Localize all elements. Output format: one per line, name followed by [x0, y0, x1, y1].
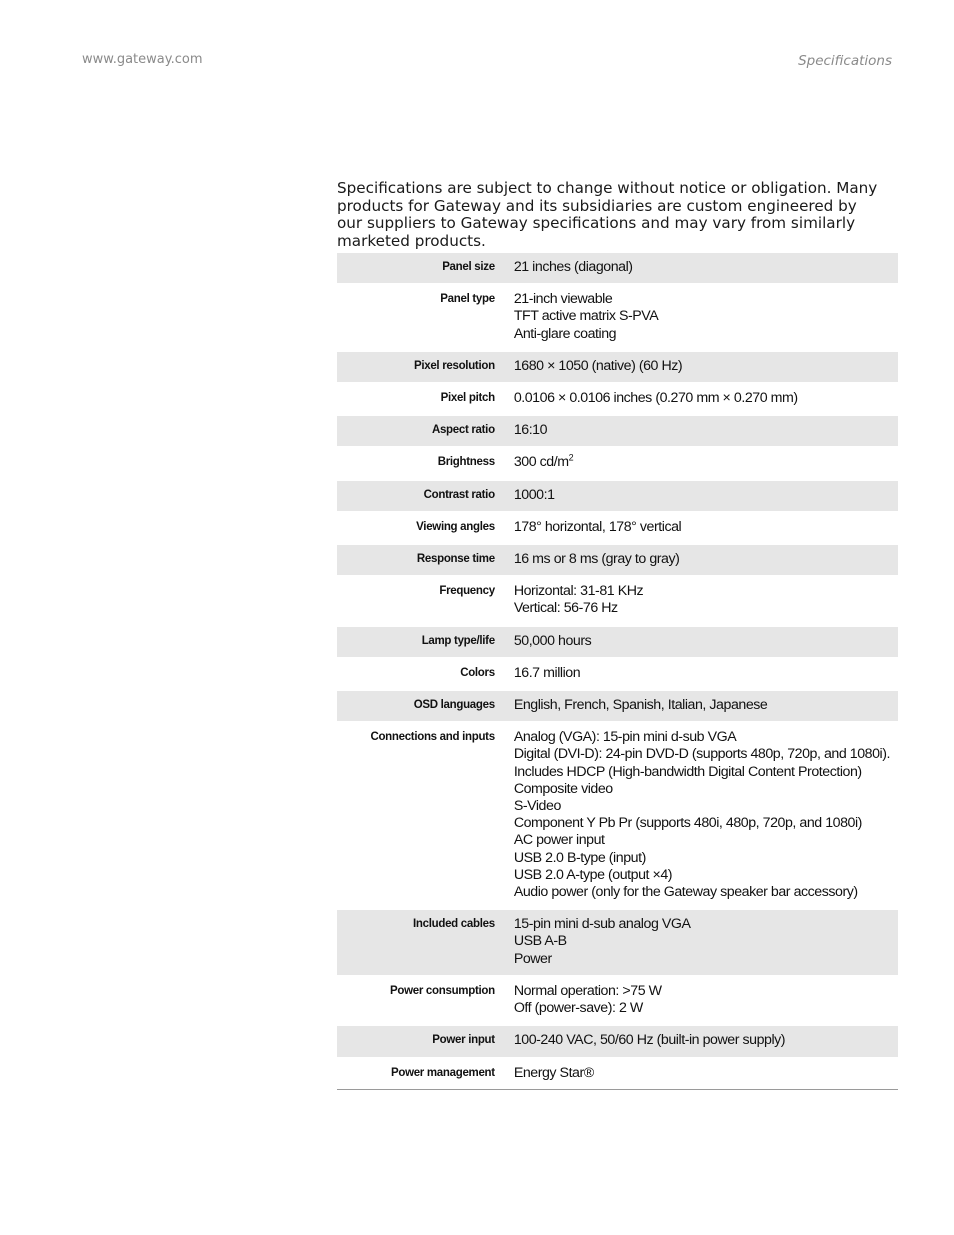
website-url: www.gateway.com [82, 52, 203, 67]
spec-value-text: Power [513, 950, 552, 967]
spec-label: Pixel pitch [440, 392, 495, 405]
spec-value-text: Includes HDCP (High-bandwidth Digital Content Protection) [513, 763, 862, 780]
spec-row [337, 723, 898, 908]
spec-value-text: 178° horizontal, 178° vertical [513, 518, 682, 535]
spec-value-line [514, 358, 890, 375]
spec-value-line [514, 697, 890, 714]
spec-row [337, 513, 898, 543]
spec-value-text: 21-inch viewable [513, 291, 613, 308]
spec-row [337, 627, 898, 657]
spec-value-text: Normal operation: >75 W [513, 982, 662, 999]
spec-label: Connections and inputs [370, 731, 495, 744]
spec-value-line [514, 259, 890, 276]
spec-row [337, 481, 898, 511]
spec-value-text: TFT active matrix S-PVA [513, 308, 659, 325]
spec-value [502, 513, 898, 543]
spec-value-line [514, 933, 890, 950]
spec-value-line [514, 746, 890, 763]
spec-row [337, 1026, 898, 1056]
spec-value-text: Vertical: 56-76 Hz [513, 600, 618, 617]
section-title: Specifications [798, 53, 892, 69]
spec-value-text: USB 2.0 A-type (output ×4) [513, 866, 673, 883]
spec-value-text: USB A-B [513, 933, 567, 950]
spec-value [502, 1059, 898, 1090]
spec-value-line [514, 454, 890, 471]
spec-label: Power input [337, 1026, 502, 1056]
spec-label: Response time [337, 545, 502, 575]
spec-value-line [514, 308, 890, 325]
spec-value [502, 659, 898, 689]
spec-value-text: 16 ms or 8 ms (gray to gray) [513, 551, 680, 568]
spec-value-text: Anti-glare coating [513, 325, 617, 342]
spec-label: Brightness [437, 456, 495, 469]
spec-value-line [514, 764, 890, 781]
spec-value-text: 300 cd/m [513, 454, 569, 471]
spec-label: Contrast ratio [337, 481, 502, 511]
spec-value-text: 16.7 million [513, 664, 581, 681]
spec-row [337, 384, 898, 414]
spec-value-line [514, 1032, 890, 1049]
spec-value [502, 352, 898, 382]
spec-label: Included cables [337, 910, 502, 975]
spec-value-line [514, 665, 890, 682]
spec-value [502, 577, 898, 624]
spec-value-text: USB 2.0 B-type (input) [513, 849, 646, 866]
spec-label: Aspect ratio [337, 416, 502, 446]
spec-value [502, 1026, 898, 1056]
spec-value-line [514, 633, 890, 650]
spec-value-text: 1680 × 1050 (native) (60 Hz) [513, 357, 683, 374]
spec-value [502, 384, 898, 414]
specifications-table-body [337, 253, 898, 1089]
spec-value-line [514, 832, 890, 849]
spec-value-text: Composite video [513, 780, 613, 797]
spec-value-line [514, 884, 890, 901]
spec-value-line [514, 291, 890, 308]
spec-label: Power consumption [390, 984, 495, 997]
intro-paragraph: Specifications are subject to change without notice or obligation. Many products for Gateway and its subsidiaries are custom engineered by our suppliers to Gateway specifications and may vary from similarly marketed products. [337, 179, 878, 250]
spec-value [502, 481, 898, 511]
spec-label: Frequency [439, 585, 495, 598]
spec-value-line [514, 983, 890, 1000]
spec-row [337, 253, 898, 283]
spec-label: Pixel resolution [337, 352, 502, 382]
spec-value-text: 100-240 VAC, 50/60 Hz (built-in power supply) [513, 1032, 786, 1049]
spec-value-text: 1000:1 [513, 486, 555, 503]
spec-value-text: 50,000 hours [513, 632, 592, 649]
spec-row [337, 545, 898, 575]
spec-row [337, 577, 898, 624]
spec-value-line [514, 583, 890, 600]
spec-value-line [514, 1000, 890, 1017]
spec-label: OSD languages [337, 691, 502, 721]
spec-value [502, 416, 898, 446]
spec-label: Colors [460, 666, 495, 679]
spec-row [337, 659, 898, 689]
spec-value-text: Horizontal: 31-81 KHz [513, 583, 644, 600]
spec-label: Panel type [440, 293, 495, 306]
spec-value [502, 723, 898, 908]
spec-value-text: 0.0106 × 0.0106 inches (0.270 mm × 0.270 mm) [513, 390, 798, 407]
spec-value-line [514, 815, 890, 832]
spec-value-line [514, 850, 890, 867]
spec-value-line [514, 951, 890, 968]
spec-row [337, 416, 898, 446]
spec-value-text: English, French, Spanish, Italian, Japanese [513, 697, 768, 714]
spec-row [337, 352, 898, 382]
spec-value [502, 910, 898, 975]
spec-value-text: 16:10 [513, 422, 548, 439]
spec-label: Viewing angles [416, 520, 495, 533]
spec-row [337, 285, 898, 350]
spec-value-text: Audio power (only for the Gateway speaker bar accessory) [513, 884, 858, 901]
spec-value-line [514, 487, 890, 504]
spec-value-text: Energy Star® [513, 1064, 594, 1081]
spec-value-line [514, 551, 890, 568]
spec-value [502, 691, 898, 721]
spec-value [502, 285, 898, 350]
spec-value-line [514, 600, 890, 617]
spec-value-line [514, 390, 890, 407]
spec-value-line [514, 326, 890, 343]
spec-value [502, 448, 898, 478]
spec-value-text: S-Video [513, 798, 561, 815]
spec-value-text: Analog (VGA): 15-pin mini d-sub VGA [513, 729, 737, 746]
spec-row [337, 977, 898, 1024]
specifications-table [337, 253, 898, 1090]
spec-label: Lamp type/life [337, 627, 502, 657]
spec-row [337, 910, 898, 975]
spec-value-text: 15-pin mini d-sub analog VGA [513, 916, 691, 933]
spec-value-text: Component Y Pb Pr (supports 480i, 480p, 720p, and 1080i) [513, 815, 862, 832]
spec-value-line [514, 422, 890, 439]
superscript: 2 [568, 452, 574, 463]
spec-value-line [514, 916, 890, 933]
spec-value [502, 545, 898, 575]
spec-value [502, 253, 898, 283]
spec-value-line [514, 729, 890, 746]
spec-value-line [514, 798, 890, 815]
spec-value-text: 21 inches (diagonal) [513, 259, 633, 275]
spec-value-line [514, 519, 890, 536]
spec-value-text: Off (power-save): 2 W [513, 1000, 643, 1017]
spec-label: Panel size [337, 253, 502, 283]
spec-value-text: Digital (DVI-D): 24-pin DVD-D (supports 480p, 720p, and 1080i). [513, 746, 890, 763]
spec-row [337, 448, 898, 478]
spec-label: Power management [390, 1066, 495, 1079]
spec-value-line [514, 1065, 890, 1082]
spec-value-line [514, 867, 890, 884]
spec-row [337, 1059, 898, 1090]
spec-value-text: AC power input [513, 832, 605, 849]
spec-value [502, 627, 898, 657]
spec-value [502, 977, 898, 1024]
spec-value-line [514, 781, 890, 798]
spec-row [337, 691, 898, 721]
